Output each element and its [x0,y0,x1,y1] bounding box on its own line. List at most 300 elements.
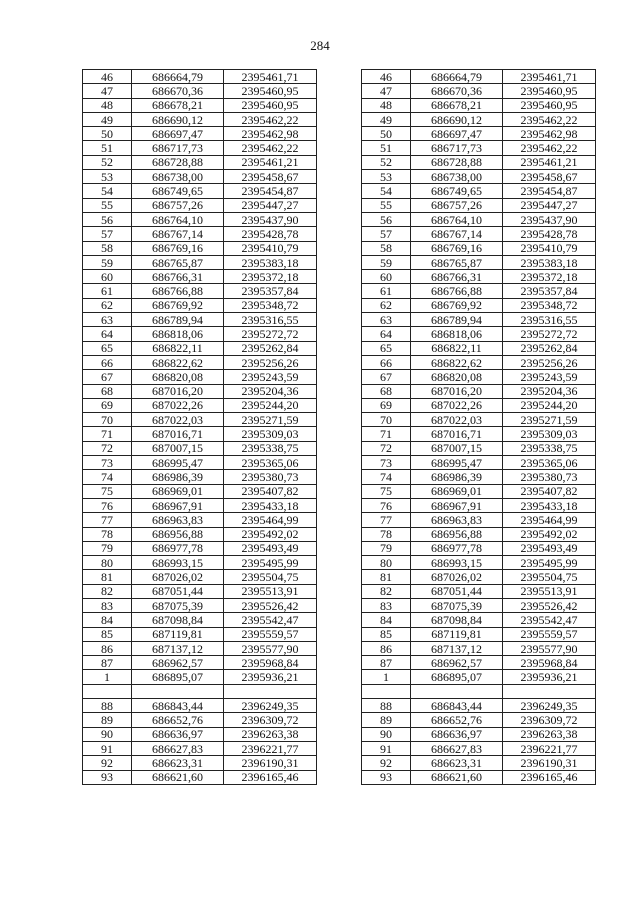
left-point-number-cell: 71 [83,427,132,441]
right-point-number-cell: 56 [361,212,410,226]
table-row [83,684,596,698]
left-y-coordinate-cell: 2395348,72 [224,298,317,312]
table-row [83,327,596,341]
table-row [83,370,596,384]
left-y-coordinate-cell: 2395204,36 [224,384,317,398]
table-row [83,513,596,527]
right-point-number-cell: 65 [361,341,410,355]
right-x-coordinate-cell: 686765,87 [411,255,503,269]
left-point-number-cell: 69 [83,398,132,412]
right-y-coordinate-cell: 2395272,72 [502,327,595,341]
left-point-number-cell: 1 [83,670,132,684]
table-row [83,713,596,727]
right-x-coordinate-cell: 686822,62 [411,355,503,369]
right-y-coordinate-cell: 2395407,82 [502,484,595,498]
left-x-coordinate-cell: 687022,03 [132,413,224,427]
left-point-number-cell: 82 [83,584,132,598]
left-point-number-cell: 70 [83,413,132,427]
right-y-coordinate-cell: 2396263,38 [502,727,595,741]
right-y-coordinate-cell: 2395271,59 [502,413,595,427]
right-x-coordinate-cell: 686670,36 [411,84,503,98]
right-y-coordinate-cell: 2395936,21 [502,670,595,684]
table-row [83,556,596,570]
left-y-coordinate-cell: 2395428,78 [224,227,317,241]
right-x-coordinate-cell: 687026,02 [411,570,503,584]
table-row [83,656,596,670]
left-x-coordinate-cell: 686690,12 [132,112,224,126]
right-x-coordinate-cell: 687098,84 [411,613,503,627]
right-x-coordinate-cell: 687022,03 [411,413,503,427]
right-x-coordinate-cell: 687016,71 [411,427,503,441]
left-x-coordinate-cell: 686697,47 [132,127,224,141]
column-gap [317,541,362,555]
right-point-number-cell: 84 [361,613,410,627]
column-gap [317,770,362,784]
right-y-coordinate-cell: 2395357,84 [502,284,595,298]
left-x-coordinate-cell: 686621,60 [132,770,224,784]
left-x-coordinate-cell [132,684,224,698]
right-y-coordinate-cell: 2395460,95 [502,84,595,98]
left-y-coordinate-cell: 2395936,21 [224,670,317,684]
page-number: 284 [310,38,330,53]
right-point-number-cell: 76 [361,498,410,512]
right-x-coordinate-cell: 687016,20 [411,384,503,398]
left-point-number-cell: 66 [83,355,132,369]
left-x-coordinate-cell: 686738,00 [132,170,224,184]
left-x-coordinate-cell: 686995,47 [132,456,224,470]
left-point-number-cell: 55 [83,198,132,212]
right-y-coordinate-cell: 2395458,67 [502,170,595,184]
column-gap [317,284,362,298]
column-gap [317,355,362,369]
table-row [83,627,596,641]
column-gap [317,570,362,584]
left-x-coordinate-cell: 686764,10 [132,212,224,226]
table-row [83,670,596,684]
left-x-coordinate-cell: 686843,44 [132,699,224,713]
right-point-number-cell: 74 [361,470,410,484]
right-x-coordinate-cell: 686956,88 [411,527,503,541]
left-x-coordinate-cell: 686623,31 [132,756,224,770]
table-row [83,756,596,770]
left-y-coordinate-cell: 2396165,46 [224,770,317,784]
table-row [83,413,596,427]
left-point-number-cell: 79 [83,541,132,555]
left-point-number-cell: 56 [83,212,132,226]
table-row [83,70,596,84]
left-x-coordinate-cell: 686664,79 [132,70,224,84]
left-point-number-cell: 65 [83,341,132,355]
coordinates-table-body [83,70,596,785]
left-point-number-cell: 46 [83,70,132,84]
table-row [83,255,596,269]
right-y-coordinate-cell: 2396309,72 [502,713,595,727]
left-x-coordinate-cell: 687098,84 [132,613,224,627]
left-x-coordinate-cell: 686767,14 [132,227,224,241]
left-y-coordinate-cell: 2395495,99 [224,556,317,570]
right-point-number-cell: 1 [361,670,410,684]
table-row [83,298,596,312]
right-x-coordinate-cell: 686895,07 [411,670,503,684]
left-y-coordinate-cell: 2395316,55 [224,313,317,327]
column-gap [317,484,362,498]
right-x-coordinate-cell: 687051,44 [411,584,503,598]
column-gap [317,641,362,655]
coordinates-table [82,69,596,785]
left-point-number-cell: 72 [83,441,132,455]
table-row [83,241,596,255]
table-row [83,341,596,355]
left-x-coordinate-cell: 686749,65 [132,184,224,198]
table-row [83,699,596,713]
right-x-coordinate-cell: 686690,12 [411,112,503,126]
left-x-coordinate-cell: 686728,88 [132,155,224,169]
left-point-number-cell: 93 [83,770,132,784]
left-x-coordinate-cell: 686818,06 [132,327,224,341]
right-x-coordinate-cell: 687022,26 [411,398,503,412]
left-y-coordinate-cell: 2396249,35 [224,699,317,713]
left-y-coordinate-cell: 2395968,84 [224,656,317,670]
left-y-coordinate-cell: 2395526,42 [224,598,317,612]
table-row [83,441,596,455]
right-point-number-cell: 66 [361,355,410,369]
left-point-number-cell: 92 [83,756,132,770]
table-row [83,613,596,627]
left-x-coordinate-cell: 686789,94 [132,313,224,327]
left-x-coordinate-cell: 687119,81 [132,627,224,641]
column-gap [317,727,362,741]
left-y-coordinate-cell: 2395410,79 [224,241,317,255]
right-point-number-cell: 59 [361,255,410,269]
left-x-coordinate-cell: 686717,73 [132,141,224,155]
right-y-coordinate-cell: 2395338,75 [502,441,595,455]
right-point-number-cell: 72 [361,441,410,455]
table-row [83,641,596,655]
left-point-number-cell: 62 [83,298,132,312]
left-x-coordinate-cell: 686636,97 [132,727,224,741]
right-point-number-cell: 46 [361,70,410,84]
left-y-coordinate-cell: 2395493,49 [224,541,317,555]
right-point-number-cell: 49 [361,112,410,126]
right-x-coordinate-cell: 686636,97 [411,727,503,741]
left-point-number-cell: 52 [83,155,132,169]
right-y-coordinate-cell: 2395462,22 [502,141,595,155]
column-gap [317,584,362,598]
table-row [83,770,596,784]
left-x-coordinate-cell: 687026,02 [132,570,224,584]
column-gap [317,741,362,755]
left-y-coordinate-cell: 2395460,95 [224,84,317,98]
right-point-number-cell: 73 [361,456,410,470]
left-point-number-cell: 54 [83,184,132,198]
left-y-coordinate-cell: 2395309,03 [224,427,317,441]
left-y-coordinate-cell: 2395492,02 [224,527,317,541]
left-y-coordinate-cell: 2395577,90 [224,641,317,655]
column-gap [317,699,362,713]
left-point-number-cell [83,684,132,698]
right-x-coordinate-cell: 686717,73 [411,141,503,155]
left-y-coordinate-cell: 2395357,84 [224,284,317,298]
right-x-coordinate-cell: 686621,60 [411,770,503,784]
right-point-number-cell: 50 [361,127,410,141]
column-gap [317,756,362,770]
left-point-number-cell: 48 [83,98,132,112]
left-point-number-cell: 86 [83,641,132,655]
right-point-number-cell: 52 [361,155,410,169]
right-y-coordinate-cell: 2396249,35 [502,699,595,713]
column-gap [317,98,362,112]
left-point-number-cell: 63 [83,313,132,327]
column-gap [317,370,362,384]
right-y-coordinate-cell: 2396221,77 [502,741,595,755]
right-point-number-cell: 79 [361,541,410,555]
right-point-number-cell: 89 [361,713,410,727]
right-point-number-cell: 85 [361,627,410,641]
right-y-coordinate-cell: 2395542,47 [502,613,595,627]
right-y-coordinate-cell: 2395365,06 [502,456,595,470]
right-x-coordinate-cell: 686789,94 [411,313,503,327]
left-point-number-cell: 59 [83,255,132,269]
table-row [83,584,596,598]
left-x-coordinate-cell: 686769,16 [132,241,224,255]
left-y-coordinate-cell: 2395256,26 [224,355,317,369]
left-point-number-cell: 50 [83,127,132,141]
right-x-coordinate-cell: 686652,76 [411,713,503,727]
table-row [83,470,596,484]
left-x-coordinate-cell: 686820,08 [132,370,224,384]
right-y-coordinate-cell: 2395447,27 [502,198,595,212]
right-x-coordinate-cell: 686664,79 [411,70,503,84]
right-y-coordinate-cell [502,684,595,698]
column-gap [317,184,362,198]
left-x-coordinate-cell: 686652,76 [132,713,224,727]
right-point-number-cell: 75 [361,484,410,498]
column-gap [317,313,362,327]
table-row [83,741,596,755]
table-row [83,427,596,441]
column-gap [317,427,362,441]
column-gap [317,127,362,141]
right-x-coordinate-cell: 687137,12 [411,641,503,655]
right-y-coordinate-cell: 2395204,36 [502,384,595,398]
right-point-number-cell: 91 [361,741,410,755]
left-point-number-cell: 84 [83,613,132,627]
right-x-coordinate-cell: 686993,15 [411,556,503,570]
right-x-coordinate-cell: 686749,65 [411,184,503,198]
right-point-number-cell: 77 [361,513,410,527]
right-point-number-cell: 78 [361,527,410,541]
right-y-coordinate-cell: 2395526,42 [502,598,595,612]
column-gap [317,556,362,570]
left-x-coordinate-cell: 686627,83 [132,741,224,755]
left-point-number-cell: 91 [83,741,132,755]
column-gap [317,270,362,284]
right-x-coordinate-cell: 686766,31 [411,270,503,284]
column-gap [317,227,362,241]
right-x-coordinate-cell: 686738,00 [411,170,503,184]
column-gap [317,470,362,484]
left-y-coordinate-cell: 2395462,22 [224,141,317,155]
left-y-coordinate-cell: 2395464,99 [224,513,317,527]
right-x-coordinate-cell: 686764,10 [411,212,503,226]
left-point-number-cell: 75 [83,484,132,498]
left-y-coordinate-cell: 2395559,57 [224,627,317,641]
right-x-coordinate-cell: 686986,39 [411,470,503,484]
right-point-number-cell: 87 [361,656,410,670]
left-x-coordinate-cell: 687075,39 [132,598,224,612]
left-y-coordinate-cell: 2395243,59 [224,370,317,384]
right-x-coordinate-cell: 687075,39 [411,598,503,612]
table-row [83,355,596,369]
column-gap [317,684,362,698]
left-y-coordinate-cell: 2395460,95 [224,98,317,112]
right-y-coordinate-cell: 2395461,21 [502,155,595,169]
left-y-coordinate-cell: 2395458,67 [224,170,317,184]
column-gap [317,513,362,527]
left-y-coordinate-cell: 2395383,18 [224,255,317,269]
right-x-coordinate-cell [411,684,503,698]
right-point-number-cell: 81 [361,570,410,584]
left-y-coordinate-cell: 2395433,18 [224,498,317,512]
right-x-coordinate-cell: 686769,16 [411,241,503,255]
table-row [83,127,596,141]
right-point-number-cell: 90 [361,727,410,741]
left-x-coordinate-cell: 686977,78 [132,541,224,555]
left-x-coordinate-cell: 686766,31 [132,270,224,284]
left-point-number-cell: 76 [83,498,132,512]
right-y-coordinate-cell: 2395454,87 [502,184,595,198]
right-x-coordinate-cell: 686843,44 [411,699,503,713]
right-x-coordinate-cell: 686623,31 [411,756,503,770]
table-row [83,398,596,412]
table-row [83,212,596,226]
left-x-coordinate-cell: 686678,21 [132,98,224,112]
right-y-coordinate-cell: 2395244,20 [502,398,595,412]
right-x-coordinate-cell: 686757,26 [411,198,503,212]
left-point-number-cell: 80 [83,556,132,570]
right-y-coordinate-cell: 2395968,84 [502,656,595,670]
right-y-coordinate-cell: 2395464,99 [502,513,595,527]
table-row [83,727,596,741]
right-point-number-cell: 83 [361,598,410,612]
right-point-number-cell: 82 [361,584,410,598]
right-y-coordinate-cell: 2395492,02 [502,527,595,541]
right-point-number-cell: 57 [361,227,410,241]
left-point-number-cell: 89 [83,713,132,727]
left-y-coordinate-cell: 2395244,20 [224,398,317,412]
column-gap [317,341,362,355]
right-y-coordinate-cell: 2395577,90 [502,641,595,655]
column-gap [317,670,362,684]
right-x-coordinate-cell: 686678,21 [411,98,503,112]
right-point-number-cell: 48 [361,98,410,112]
left-x-coordinate-cell: 687137,12 [132,641,224,655]
table-row [83,313,596,327]
left-y-coordinate-cell: 2395372,18 [224,270,317,284]
left-y-coordinate-cell: 2395542,47 [224,613,317,627]
left-x-coordinate-cell: 686967,91 [132,498,224,512]
table-row [83,112,596,126]
table-row [83,570,596,584]
table-row [83,270,596,284]
table-row [83,384,596,398]
left-point-number-cell: 73 [83,456,132,470]
column-gap [317,441,362,455]
table-row [83,598,596,612]
right-point-number-cell: 61 [361,284,410,298]
column-gap [317,398,362,412]
right-y-coordinate-cell: 2395410,79 [502,241,595,255]
table-row [83,184,596,198]
right-x-coordinate-cell: 686728,88 [411,155,503,169]
left-point-number-cell: 64 [83,327,132,341]
right-point-number-cell: 67 [361,370,410,384]
right-x-coordinate-cell: 687007,15 [411,441,503,455]
table-row [83,541,596,555]
left-y-coordinate-cell: 2396190,31 [224,756,317,770]
left-x-coordinate-cell: 687051,44 [132,584,224,598]
left-point-number-cell: 68 [83,384,132,398]
right-point-number-cell [361,684,410,698]
left-point-number-cell: 90 [83,727,132,741]
right-x-coordinate-cell: 686995,47 [411,456,503,470]
right-y-coordinate-cell: 2395256,26 [502,355,595,369]
left-point-number-cell: 88 [83,699,132,713]
right-point-number-cell: 62 [361,298,410,312]
right-point-number-cell: 93 [361,770,410,784]
right-x-coordinate-cell: 686977,78 [411,541,503,555]
right-point-number-cell: 51 [361,141,410,155]
right-x-coordinate-cell: 686963,83 [411,513,503,527]
right-point-number-cell: 53 [361,170,410,184]
left-x-coordinate-cell: 686766,88 [132,284,224,298]
right-x-coordinate-cell: 686822,11 [411,341,503,355]
left-point-number-cell: 61 [83,284,132,298]
left-point-number-cell: 49 [83,112,132,126]
left-point-number-cell: 57 [83,227,132,241]
right-y-coordinate-cell: 2395495,99 [502,556,595,570]
left-y-coordinate-cell: 2395504,75 [224,570,317,584]
column-gap [317,84,362,98]
left-point-number-cell: 77 [83,513,132,527]
right-point-number-cell: 54 [361,184,410,198]
column-gap [317,413,362,427]
right-point-number-cell: 80 [361,556,410,570]
right-point-number-cell: 58 [361,241,410,255]
left-y-coordinate-cell: 2395454,87 [224,184,317,198]
table-row [83,141,596,155]
right-x-coordinate-cell: 686820,08 [411,370,503,384]
right-point-number-cell: 69 [361,398,410,412]
left-point-number-cell: 58 [83,241,132,255]
column-gap [317,70,362,84]
left-x-coordinate-cell: 686895,07 [132,670,224,684]
left-point-number-cell: 83 [83,598,132,612]
column-gap [317,627,362,641]
right-x-coordinate-cell: 687119,81 [411,627,503,641]
right-y-coordinate-cell: 2395513,91 [502,584,595,598]
left-y-coordinate-cell: 2395437,90 [224,212,317,226]
left-x-coordinate-cell: 686822,11 [132,341,224,355]
column-gap [317,255,362,269]
left-y-coordinate-cell: 2395380,73 [224,470,317,484]
column-gap [317,527,362,541]
left-y-coordinate-cell: 2395365,06 [224,456,317,470]
left-x-coordinate-cell: 686822,62 [132,355,224,369]
column-gap [317,198,362,212]
right-y-coordinate-cell: 2395504,75 [502,570,595,584]
left-y-coordinate-cell [224,684,317,698]
